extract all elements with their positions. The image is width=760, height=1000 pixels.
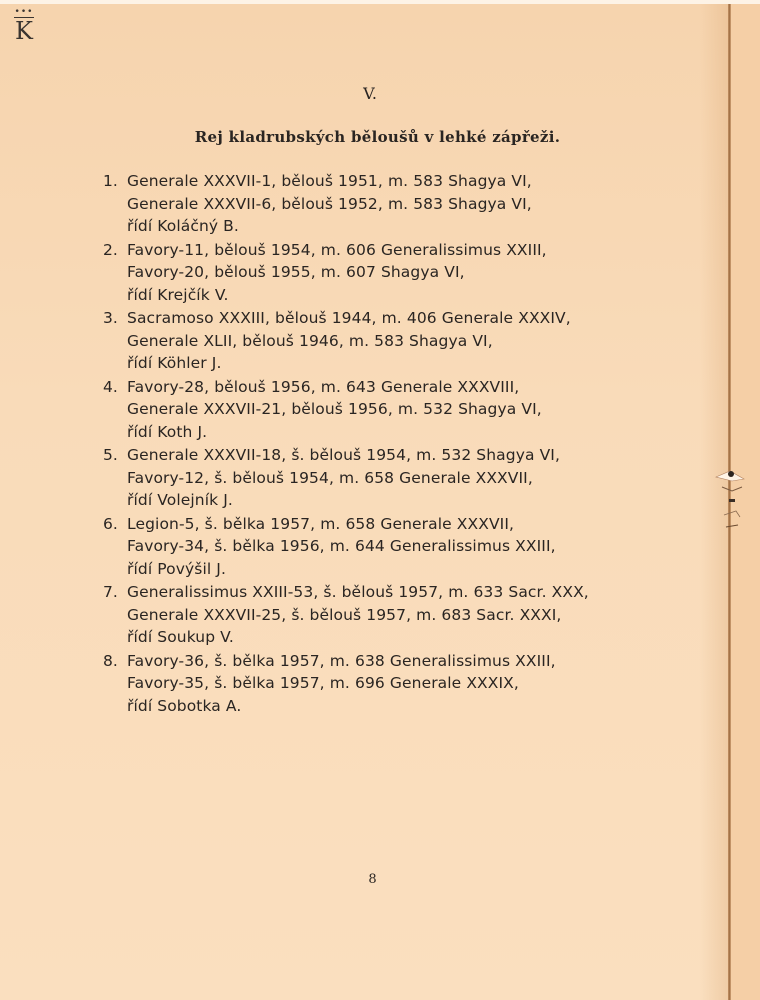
logo-letter: K bbox=[15, 17, 33, 45]
page-number: 8 bbox=[368, 872, 377, 887]
item-line: Favory-20, bělouš 1955, m. 607 Shagya VI, bbox=[127, 263, 465, 281]
item-line: Generale XXXVII-21, bělouš 1956, m. 532 Shagya VI, bbox=[127, 400, 542, 418]
item-line: Generale XXXVII-25, š. bělouš 1957, m. 683 Sacr. XXXI, bbox=[127, 605, 562, 624]
list-item bbox=[103, 239, 663, 307]
item-line: Favory-28, bělouš 1956, m. 643 Generale XXXVIII, bbox=[127, 377, 520, 396]
item-line: Generale XXXVII-1, bělouš 1951, m. 583 Shagya VI, bbox=[127, 172, 532, 190]
item-number: 5. bbox=[103, 446, 118, 464]
item-driver: řídí Sobotka A. bbox=[127, 696, 242, 715]
item-driver: řídí Koth J. bbox=[127, 422, 208, 441]
item-line: Generalissimus XXIII-53, š. bělouš 1957, m. 633 Sacr. XXX, bbox=[127, 583, 589, 601]
item-driver: řídí Povýšil J. bbox=[127, 559, 226, 578]
item-line: Legion-5, š. bělka 1957, m. 658 Generale XXXVII, bbox=[127, 514, 515, 533]
item-driver: řídí Köhler J. bbox=[127, 354, 222, 372]
item-number: 2. bbox=[103, 240, 118, 259]
item-driver: řídí Krejčík V. bbox=[127, 285, 229, 304]
item-number: 1. bbox=[103, 172, 118, 190]
item-number: 8. bbox=[103, 651, 118, 670]
list-item bbox=[103, 376, 663, 444]
item-driver: řídí Volejník J. bbox=[127, 491, 233, 509]
list-item bbox=[103, 307, 663, 375]
logo-dots: ••• bbox=[14, 7, 34, 17]
chapter-number: V. bbox=[363, 84, 377, 103]
item-driver: řídí Soukup V. bbox=[127, 628, 234, 646]
section-title: Rej kladrubských běloušů v lehké zápřeži. bbox=[194, 128, 561, 146]
list-item bbox=[103, 513, 663, 581]
item-line: Favory-35, š. bělka 1957, m. 696 Generale XXXIX, bbox=[127, 674, 519, 692]
page-top-edge bbox=[0, 0, 760, 4]
list-item bbox=[103, 650, 663, 718]
list-item bbox=[103, 581, 663, 649]
item-driver: řídí Koláčný B. bbox=[127, 217, 239, 235]
publisher-logo bbox=[12, 8, 36, 48]
item-line: Favory-36, š. bělka 1957, m. 638 Generalissimus XXIII, bbox=[127, 651, 556, 670]
item-line: Favory-12, š. bělouš 1954, m. 658 Generale XXXVII, bbox=[127, 468, 533, 487]
item-line: Generale XLII, bělouš 1946, m. 583 Shagya VI, bbox=[127, 331, 493, 350]
item-line: Favory-11, bělouš 1954, m. 606 Generalissimus XXIII, bbox=[127, 240, 547, 259]
list-item bbox=[103, 170, 663, 238]
entry-list bbox=[103, 170, 663, 718]
item-number: 7. bbox=[103, 583, 118, 601]
item-line: Generale XXXVII-6, bělouš 1952, m. 583 Shagya VI, bbox=[127, 194, 532, 213]
item-line: Sacramoso XXXIII, bělouš 1944, m. 406 Generale XXXIV, bbox=[127, 309, 571, 327]
item-number: 4. bbox=[103, 377, 118, 396]
list-item bbox=[103, 444, 663, 512]
item-number: 3. bbox=[103, 309, 118, 327]
item-line: Generale XXXVII-18, š. bělouš 1954, m. 532 Shagya VI, bbox=[127, 446, 561, 464]
item-line: Favory-34, š. bělka 1956, m. 644 Generalissimus XXIII, bbox=[127, 537, 556, 555]
staple-tear-mark bbox=[714, 465, 748, 545]
item-number: 6. bbox=[103, 514, 118, 533]
